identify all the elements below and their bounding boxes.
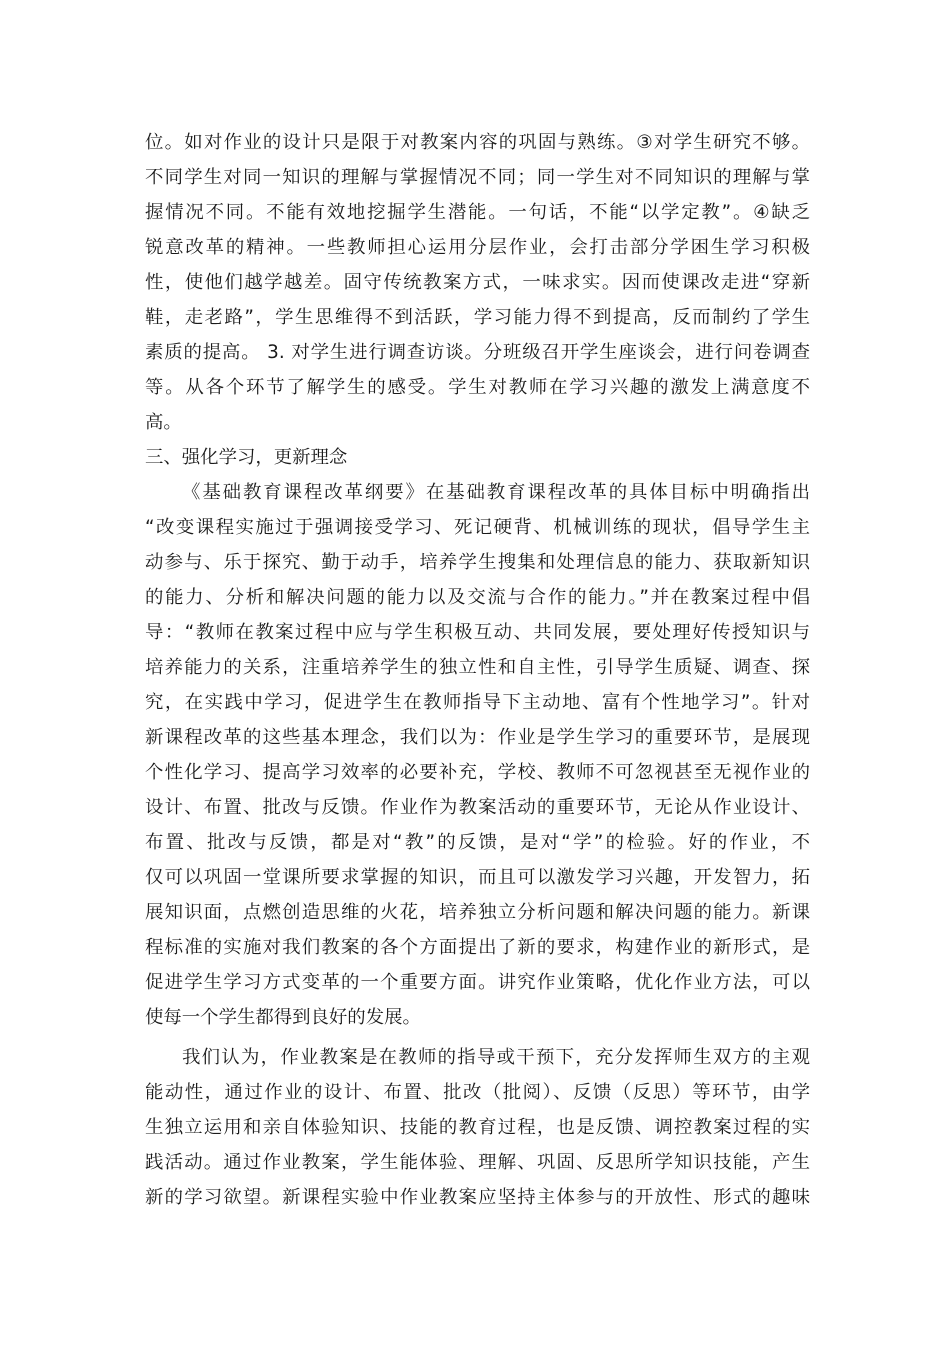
- text-line: 践活动。通过作业教案，学生能体验、理解、巩固、反思所学知识技能，产生: [145, 1152, 810, 1173]
- text-line: 《基础教育课程改革纲要》在基础教育课程改革的具体目标中明确指出: [182, 482, 810, 503]
- text-line: 促进学生学习方式变革的一个重要方面。讲究作业策略，优化作业方法，可以: [145, 972, 810, 993]
- text-line: 设计、布置、批改与反馈。作业作为教案活动的重要环节，无论从作业设计、: [145, 797, 810, 818]
- text-line: 新的学习欲望。新课程实验中作业教案应坚持主体参与的开放性、形式的趣味: [145, 1187, 810, 1208]
- text-line: “改变课程实施过于强调接受学习、死记硬背、机械训练的现状，倡导学生主: [145, 517, 810, 538]
- text-line: 性，使他们越学越差。固守传统教案方式，一味求实。因而使课改走进“穿新: [145, 272, 810, 293]
- text-line: 动参与、乐于探究、勤于动手，培养学生搜集和处理信息的能力、获取新知识: [145, 552, 810, 573]
- text-line: 展知识面，点燃创造思维的火花，培养独立分析问题和解决问题的能力。新课: [145, 902, 810, 923]
- text-line: 究，在实践中学习，促进学生在教师指导下主动地、富有个性地学习”。针对: [145, 692, 810, 713]
- section-heading: 三、强化学习，更新理念: [145, 447, 348, 468]
- text-line: 生独立运用和亲自体验知识、技能的教育过程，也是反馈、调控教案过程的实: [145, 1117, 810, 1138]
- text-line: 能动性，通过作业的设计、布置、批改（批阅）、反馈（反思）等环节，由学: [145, 1082, 810, 1103]
- text-line: 锐意改革的精神。一些教师担心运用分层作业，会打击部分学困生学习积极: [145, 237, 810, 258]
- text-line: 等。从各个环节了解学生的感受。学生对教师在学习兴趣的激发上满意度不: [145, 377, 810, 398]
- text-line: 我们认为，作业教案是在教师的指导或干预下，充分发挥师生双方的主观: [182, 1047, 810, 1068]
- text-line: 握情况不同。不能有效地挖掘学生潜能。一句话，不能“以学定教”。④缺乏: [145, 202, 810, 223]
- text-line: 不同学生对同一知识的理解与掌握情况不同；同一学生对不同知识的理解与掌: [145, 167, 810, 188]
- text-line: 素质的提高。 3. 对学生进行调查访谈。分班级召开学生座谈会，进行问卷调查: [145, 342, 810, 363]
- text-line: 个性化学习、提高学习效率的必要补充，学校、教师不可忽视甚至无视作业的: [145, 762, 810, 783]
- text-line: 新课程改革的这些基本理念，我们以为：作业是学生学习的重要环节，是展现: [145, 727, 810, 748]
- text-line: 高。: [145, 412, 182, 433]
- text-line: 培养能力的关系，注重培养学生的独立性和自主性，引导学生质疑、调查、探: [145, 657, 810, 678]
- text-line: 程标准的实施对我们教案的各个方面提出了新的要求，构建作业的新形式，是: [145, 937, 810, 958]
- text-line: 导：“教师在教案过程中应与学生积极互动、共同发展，要处理好传授知识与: [145, 622, 810, 643]
- text-line: 位。如对作业的设计只是限于对教案内容的巩固与熟练。③对学生研究不够。: [145, 132, 810, 153]
- text-line: 鞋，走老路”，学生思维得不到活跃，学习能力得不到提高，反而制约了学生: [145, 307, 810, 328]
- text-line: 使每一个学生都得到良好的发展。: [145, 1007, 421, 1028]
- text-line: 的能力、分析和解决问题的能力以及交流与合作的能力。”并在教案过程中倡: [145, 587, 810, 608]
- text-line: 布置、批改与反馈，都是对“教”的反馈，是对“学”的检验。好的作业，不: [145, 832, 810, 853]
- text-line: 仅可以巩固一堂课所要求掌握的知识，而且可以激发学习兴趣，开发智力，拓: [145, 867, 810, 888]
